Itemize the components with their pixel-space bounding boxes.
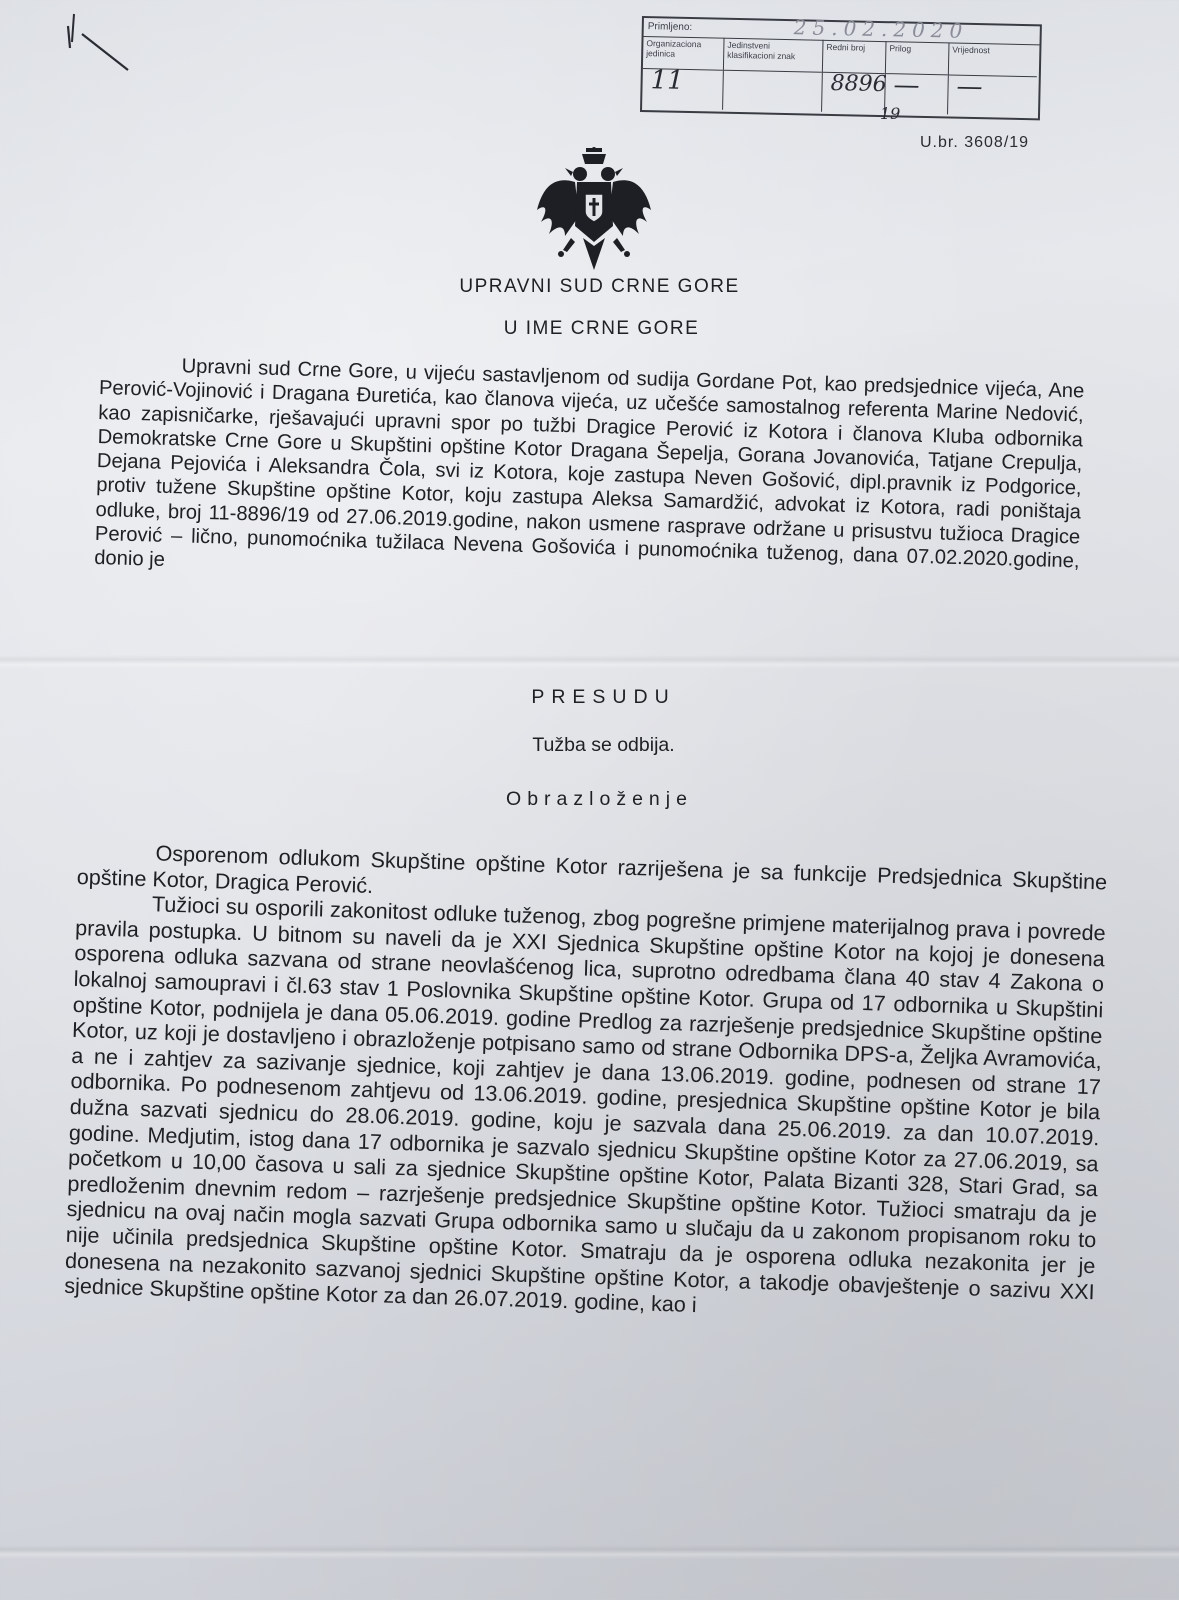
case-number: U.br. 3608/19 [920, 134, 1030, 151]
stamp-received-label: Primljeno: [647, 21, 693, 34]
paper-fold [0, 1545, 1179, 1559]
stamp-column [948, 42, 1037, 116]
stamp-column-value: — [956, 71, 983, 103]
verdict-heading: PRESUDU [531, 686, 676, 708]
stamp-column-label: Prilog [886, 41, 949, 75]
reasoning-paragraph: Tužioci su osporili zakonitost odluke tuženog, zbog pogrešne primjene materijalnog prava i povrede pravila postupka. U bitnom su naveli da je XXI Sjednica Skupštine opštine Kotor na kojoj je donesena osporena odluka sazvana od strane neovlašćenog lica, suprotno odredbama člana 40 stav 4 Zakona o lokalnoj samoupravi i čl.63 stav 1 Poslovnika Skupštine opštine Kotor. Grupa od 17 odbornika u Skupštini opštine Kotor, podnijela je dana 05.06.2019. godine Predlog za razrješenje predsjednice Skupštine opštine Kotor, uz koji je dostavljeno i obrazloženje potpisano samo od strane Odbornika DPS-a, Željka Avramovića, a ne i zahtjev za sazivanje sjednice, koji zahtjev je dana 13.06.2019. godine, podnesen od strane 17 odbornika. Po podnesenom zahtjevu od 13.06.2019. godine, presjednica Skupštine opštine Kotor je bila dužna sazvati sjednicu do 28.06.2019. godine, koju je sazvala dana 25.06.2019. za dan 10.07.2019. godine. Medjutim, istog dana 17 odbornika je sazvalo sjednicu Skupštine opštine Kotor za 27.06.2019, sa početkom u 10,00 časova u sali za sjednice Skupštine opštine Kotor, Palata Bizanti 328, Stari Grad, sa predloženim dnevnim redom – razrješenje predsjednice Skupštine opštine Kotor. Tužioci smatraju da je sjednicu na ovaj način mogla sazvati Grupa odbornika samo u slučaju da u zakonom propisanom roku to nije učinila predsjednica Skupštine opštine Kotor. Smatraju da je osporena odluka nezakonita jer je donesena na nezakonito sazvanoj sjednici Skupštine opštine Kotor, a takodje obavještenje o sazivu XXI sjednice Skupštine opštine Kotor za dan 26.07.2019. godine, kao i [63, 891, 1106, 1318]
paper-fold [0, 655, 1179, 669]
reception-stamp [640, 16, 1042, 120]
stamp-column-value: — [893, 70, 920, 101]
stamp-column-value [724, 71, 822, 79]
stamp-column-label: Vrijednost [949, 42, 1038, 77]
reasoning-body [64, 838, 1108, 1330]
pen-mark-icon [60, 8, 140, 78]
stamp-column-value: 11 [650, 65, 685, 96]
stamp-column [723, 38, 823, 112]
stamp-column-label: Organizaciona jedinica [643, 36, 724, 71]
stamp-column-label: Redni broj [823, 40, 886, 74]
stamp-column-label: Jedinstveni klasifikacioni znak [724, 38, 823, 73]
intro-text: Upravni sud Crne Gore, u vijeću sastavljenom od sudija Gordane Pot, kao predsjednice vijeća, Ane Perović-Vojinović i Dragana Đuretića, kao članova vijeća, uz učešće samostalnog referenta Marine Nedović, kao zapisničarke, rješavajući upravni spor po tužbi Dragice Perović iz Kotora i članova Kluba odbornika Demokratske Crne Gore u Skupštini opštine Kotor Dragana Šepelja, Gorana Jovanovića, Tatjane Crepulja, Dejana Pejovića i Aleksandra Čola, svi iz Kotora, koje zastupa Neven Gošović, dipl.pravnik iz Podgorice, protiv tužene Skupštine opštine Kotor, koju zastupa Aleksa Samardžić, advokat iz Kotora, radi poništaja odluke, broj 11-8896/19 od 27.06.2019.godine, nakon usmene rasprave održane u prisustvu tužioca Dragice Perović – lično, punomoćnika tužilaca Nevena Gošovića i punomoćnika tuženog, dana 07.02.2020.godine, donio je [93, 355, 1085, 573]
coat-of-arms-icon [535, 146, 653, 274]
verdict-text: Tužba se odbija. [532, 734, 675, 756]
intro-paragraph [94, 352, 1085, 598]
reasoning-heading: Obrazloženje [506, 788, 693, 810]
in-the-name-of: U IME CRNE GORE [503, 318, 700, 339]
stamp-column-value: 8896 [830, 70, 887, 98]
stamp-column [642, 36, 724, 110]
stamp-received-date: 25.02.2020 [793, 15, 969, 43]
reasoning-paragraph: Osporenom odlukom Skupštine opštine Kotor razriješena je sa funkcije Predsjednica Skupštine opštine Kotor, Dragica Perović. [76, 840, 1108, 898]
court-name: UPRAVNI SUD CRNE GORE [459, 276, 740, 297]
stamp-year-note: 19 [880, 104, 901, 123]
stamp-column [822, 40, 886, 113]
